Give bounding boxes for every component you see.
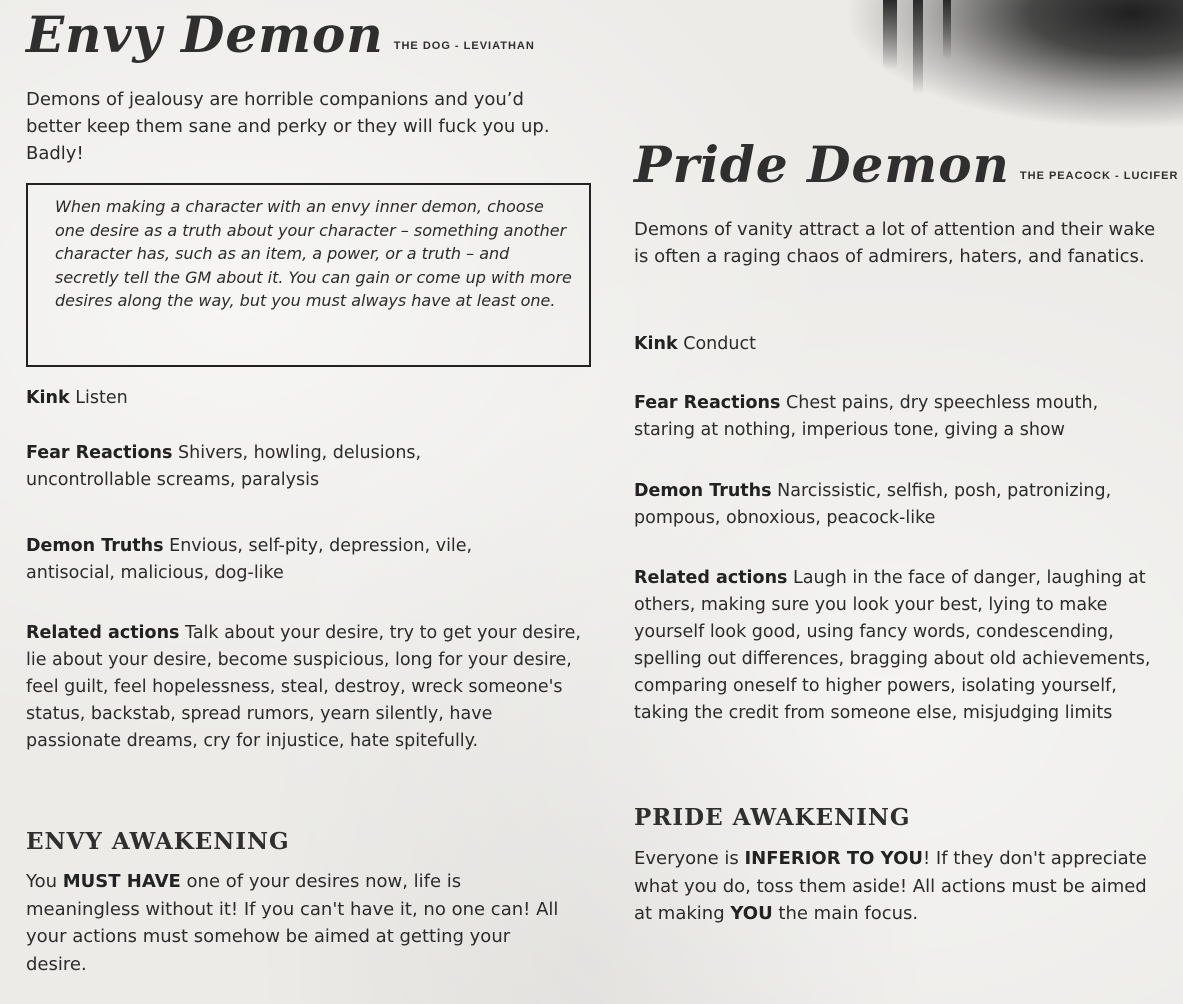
pride-awakening-text bbox=[634, 845, 1159, 928]
envy-truths-label: Demon Truths bbox=[26, 536, 164, 556]
pride-title-row bbox=[634, 135, 1179, 194]
envy-truths bbox=[26, 533, 546, 587]
envy-kink-value: Listen bbox=[75, 388, 128, 408]
envy-awakening-post: one of your desires now, life is meaningless without it! If you can't have it, no one can! All your actions must somehow be aimed at getting your desire. bbox=[26, 871, 559, 975]
pride-awakening-mid: ! If they don't appreciate what you do, toss them aside! All actions must be aimed at making bbox=[634, 848, 1147, 924]
pride-actions bbox=[634, 565, 1174, 727]
ink-smudge-decoration bbox=[843, 0, 1183, 130]
envy-kink bbox=[26, 385, 566, 412]
envy-actions-label: Related actions bbox=[26, 623, 180, 643]
envy-title: Envy Demon bbox=[26, 5, 384, 64]
pride-awakening-bold: INFERIOR TO YOU bbox=[744, 848, 923, 869]
pride-truths bbox=[634, 478, 1174, 532]
envy-truths-value: Envious, self-pity, depression, vile, antisocial, malicious, dog-like bbox=[26, 536, 473, 583]
envy-awakening-pre: You bbox=[26, 871, 58, 892]
pride-kink-value: Conduct bbox=[683, 334, 756, 354]
pride-subtitle: THE PEACOCK - LUCIFER bbox=[1019, 170, 1179, 182]
envy-title-row bbox=[26, 5, 535, 64]
envy-awakening-title: ENVY AWAKENING bbox=[26, 828, 290, 855]
envy-fear bbox=[26, 440, 526, 494]
envy-awakening-bold: MUST HAVE bbox=[62, 871, 181, 892]
pride-fear bbox=[634, 390, 1164, 444]
pride-truths-label: Demon Truths bbox=[634, 481, 772, 501]
pride-actions-value: Laugh in the face of danger, laughing at others, making sure you look your best, lying to make yourself look good, using fancy words, condescending, spelling out differences, bragging about old achievements, comparing oneself to higher powers, isolating yourself, taking the credit from someone else, misjudging limits bbox=[634, 568, 1151, 723]
envy-subtitle: THE DOG - LEVIATHAN bbox=[393, 40, 535, 52]
envy-intro: Demons of jealousy are horrible companions and you’d better keep them sane and perky or they will fuck you up. Badly! bbox=[26, 89, 550, 164]
envy-actions bbox=[26, 620, 581, 755]
pride-kink bbox=[634, 331, 1174, 358]
envy-awakening-text bbox=[26, 868, 571, 978]
envy-fear-value: Shivers, howling, delusions, uncontrollable screams, paralysis bbox=[26, 443, 422, 490]
pride-awakening-title: PRIDE AWAKENING bbox=[634, 804, 911, 831]
pride-awakening-post: the main focus. bbox=[778, 903, 919, 924]
envy-actions-value: Talk about your desire, try to get your desire, lie about your desire, become suspicious, long for your desire, feel guilt, feel hopelessness, steal, destroy, wreck someone's status, backstab, spread rumors, yearn silently, have passionate dreams, cry for injustice, hate spitefully. bbox=[26, 623, 581, 751]
pride-kink-label: Kink bbox=[634, 334, 678, 354]
pride-fear-value: Chest pains, dry speechless mouth, staring at nothing, imperious tone, giving a show bbox=[634, 393, 1099, 440]
envy-callout-text: When making a character with an envy inner demon, choose one desire as a truth about your character – something another character has, such as an item, a power, or a truth – and secretly tell the GM about it. You can gain or come up with more desires along the way, but you must always have at least one. bbox=[55, 197, 572, 310]
envy-callout-box bbox=[26, 183, 591, 367]
pride-truths-value: Narcissistic, selfish, posh, patronizing, pompous, obnoxious, peacock-like bbox=[634, 481, 1112, 528]
pride-awakening-bold2: YOU bbox=[730, 903, 773, 924]
pride-intro: Demons of vanity attract a lot of attention and their wake is often a raging chaos of admirers, haters, and fanatics. bbox=[634, 219, 1156, 267]
pride-title: Pride Demon bbox=[634, 135, 1010, 194]
envy-kink-label: Kink bbox=[26, 388, 70, 408]
pride-awakening-pre: Everyone is bbox=[634, 848, 739, 869]
envy-fear-label: Fear Reactions bbox=[26, 443, 173, 463]
pride-fear-label: Fear Reactions bbox=[634, 393, 781, 413]
pride-actions-label: Related actions bbox=[634, 568, 788, 588]
